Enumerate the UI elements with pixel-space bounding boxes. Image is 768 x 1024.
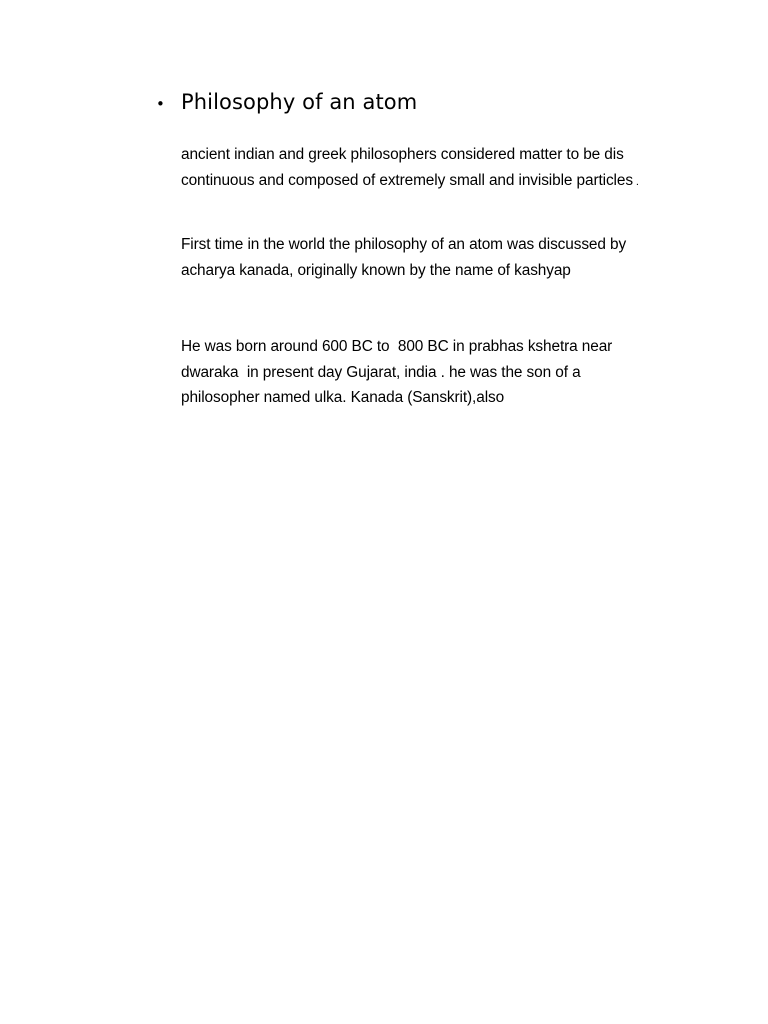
paragraph-line: ancient indian and greek philosophers considered matter to be dis [181,146,624,163]
paragraph-line [181,168,639,196]
paragraph-line: First time in the world the philosophy of an atom was discussed by [181,236,627,253]
paragraph-line: dwaraka in present day Gujarat, india . he was the son of a [181,363,581,381]
paragraph-acharya-kanada [181,232,626,283]
paragraph-line: acharya kanada, originally known by the name of kashyap [181,261,571,279]
paragraph-birth-details [181,334,612,411]
paragraph-ancient-philosophers [181,142,639,195]
paragraph-line: He was born around 600 BC to 800 BC in prabhas kshetra near [181,338,613,355]
page-heading: Philosophy of an atom [181,90,418,114]
bullet-icon: • [156,95,165,113]
paragraph-line-text: continuous and composed of extremely small and invisible particles [181,171,633,189]
heading-list-item [156,90,417,114]
paragraph-line: philosopher named ulka. Kanada (Sanskrit),also [181,389,505,406]
paragraph-line-period: . [632,175,639,188]
